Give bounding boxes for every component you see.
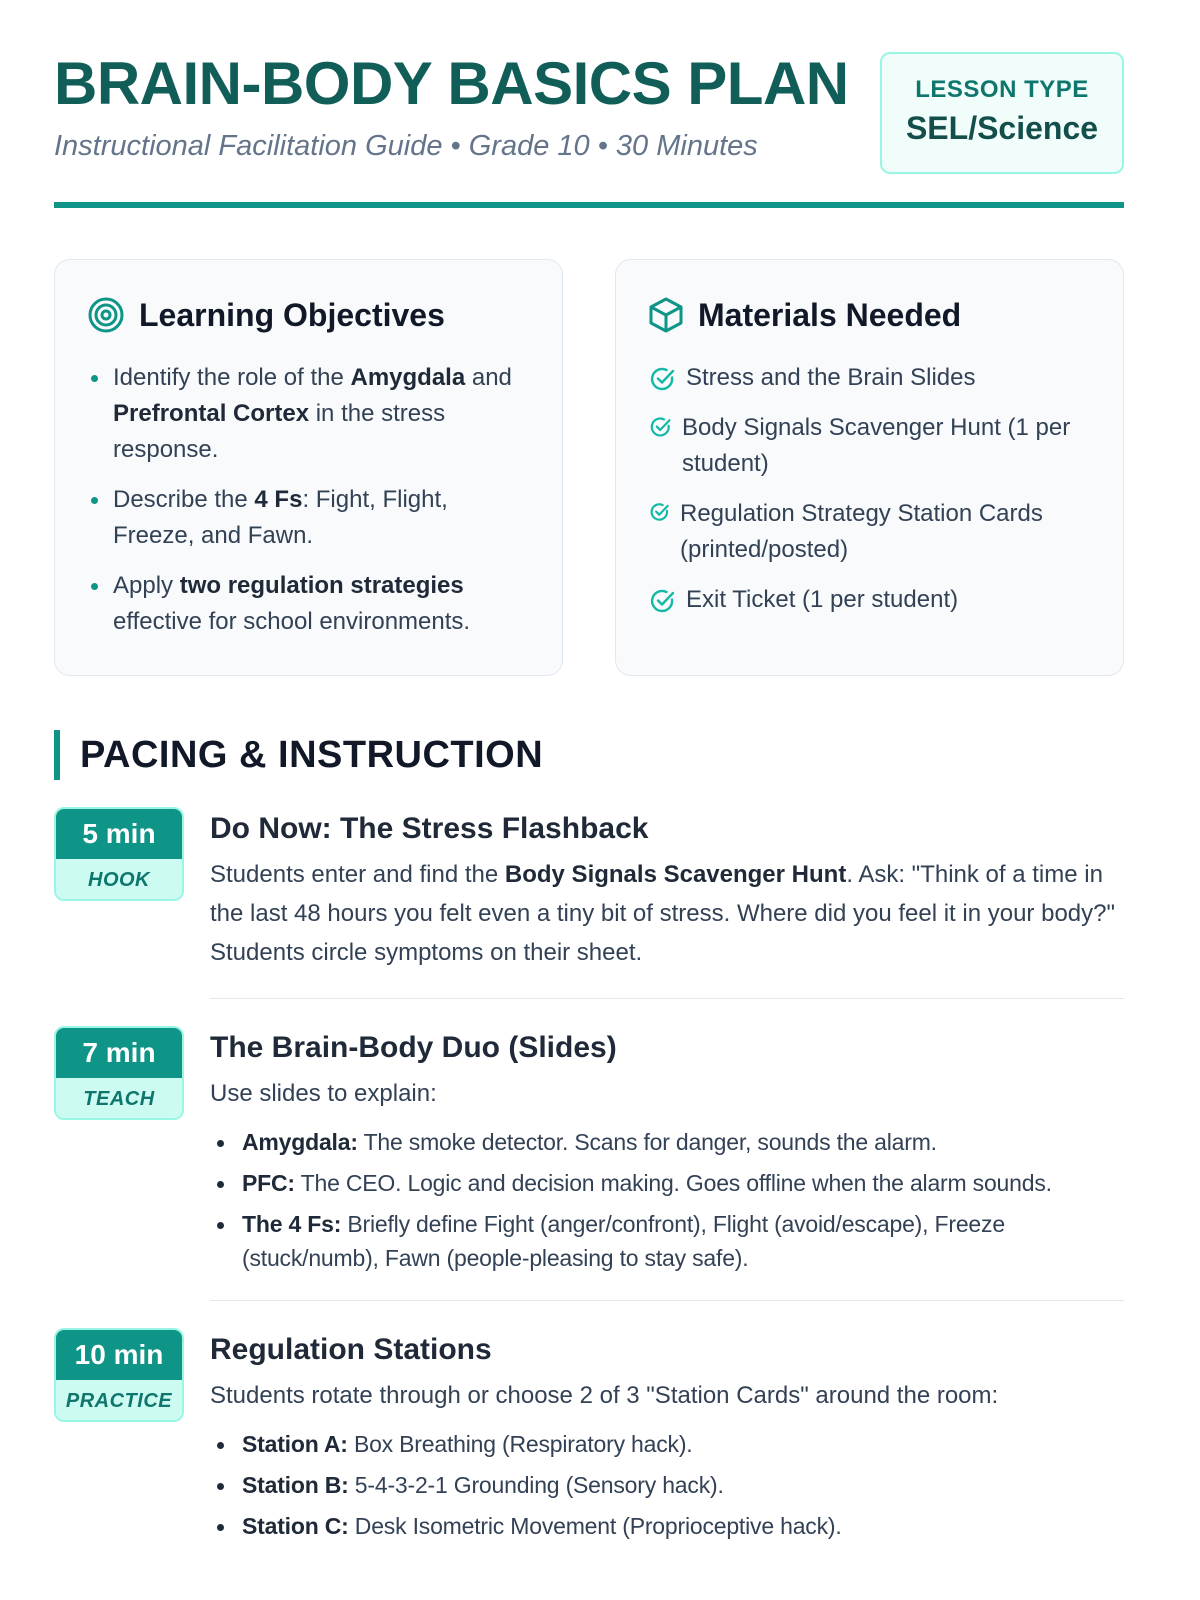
material-item: Body Signals Scavenger Hunt (1 per student) [650, 410, 1090, 482]
target-icon [87, 296, 125, 334]
list-item: Station C: Desk Isometric Movement (Proprioceptive hack). [210, 1509, 1124, 1543]
objective-item: Identify the role of the Amygdala and Prefrontal Cortex in the stress response. [89, 360, 529, 468]
list-item: Station A: Box Breathing (Respiratory hack). [210, 1427, 1124, 1461]
segment-description: Students enter and find the Body Signals Scavenger Hunt. Ask: "Think of a time in the last 48 hours you felt even a tiny bit of stress. Where did you feel it in your body?" Students circle symptoms on their sheet. [210, 861, 1116, 966]
time-badge [54, 1026, 184, 1120]
lesson-type-value: SEL/Science [905, 110, 1099, 146]
material-item: Regulation Strategy Station Cards (printed/posted) [650, 496, 1090, 568]
segment-duration: 7 min [56, 1028, 182, 1078]
material-item: Stress and the Brain Slides [650, 360, 1090, 396]
materials-title: Materials Needed [698, 296, 962, 333]
segment-body [210, 807, 1124, 972]
list-item: The 4 Fs: Briefly define Fight (anger/confront), Flight (avoid/escape), Freeze (stuck/numb), Fawn (people-pleasing to stay safe). [210, 1207, 1124, 1275]
materials-list [650, 360, 1090, 632]
segment-duration: 10 min [56, 1330, 182, 1380]
objectives-title: Learning Objectives [139, 296, 445, 333]
objectives-card [54, 259, 563, 676]
segment-divider [210, 998, 1124, 999]
list-item: PFC: The CEO. Logic and decision making. Goes offline when the alarm sounds. [210, 1166, 1124, 1200]
segment-intro: Use slides to explain: [210, 1080, 437, 1107]
lesson-type-badge [880, 52, 1124, 174]
check-circle-icon [650, 416, 672, 438]
objective-item: Describe the 4 Fs: Fight, Flight, Freeze, and Fawn. [89, 482, 529, 554]
objectives-list [89, 360, 529, 654]
segment-intro: Students rotate through or choose 2 of 3 "Station Cards" around the room: [210, 1382, 999, 1409]
segment-title: Do Now: The Stress Flashback [210, 812, 649, 845]
segment-bullets [210, 1125, 1124, 1275]
lesson-type-label: LESSON TYPE [915, 76, 1089, 103]
segment-phase: PRACTICE [56, 1380, 182, 1422]
list-item: Station B: 5-4-3-2-1 Grounding (Sensory hack). [210, 1468, 1124, 1502]
pacing-heading: PACING & INSTRUCTION [54, 730, 543, 780]
segment-duration: 5 min [56, 809, 182, 859]
header [54, 52, 1124, 208]
segment-bullets [210, 1427, 1124, 1543]
box-icon [648, 296, 684, 334]
objective-item: Apply two regulation strategies effective for school environments. [89, 568, 529, 640]
segment-phase: TEACH [56, 1078, 182, 1120]
page-subtitle: Instructional Facilitation Guide • Grade 10 • 30 Minutes [54, 130, 758, 162]
segment-phase: HOOK [56, 859, 182, 901]
objectives-heading [87, 296, 445, 334]
check-circle-icon [650, 366, 676, 392]
check-circle-icon [650, 588, 676, 614]
materials-card [615, 259, 1124, 676]
material-item: Exit Ticket (1 per student) [650, 582, 1090, 618]
materials-heading [648, 296, 961, 334]
segment-title: The Brain-Body Duo (Slides) [210, 1031, 617, 1064]
segment-body [210, 1328, 1124, 1550]
segment-body [210, 1026, 1124, 1282]
segment-divider [210, 1300, 1124, 1301]
list-item: Amygdala: The smoke detector. Scans for danger, sounds the alarm. [210, 1125, 1124, 1159]
time-badge [54, 1328, 184, 1422]
time-badge [54, 807, 184, 901]
check-circle-icon [650, 502, 670, 522]
page-title: BRAIN-BODY BASICS PLAN [54, 50, 849, 117]
segment-title: Regulation Stations [210, 1333, 492, 1366]
